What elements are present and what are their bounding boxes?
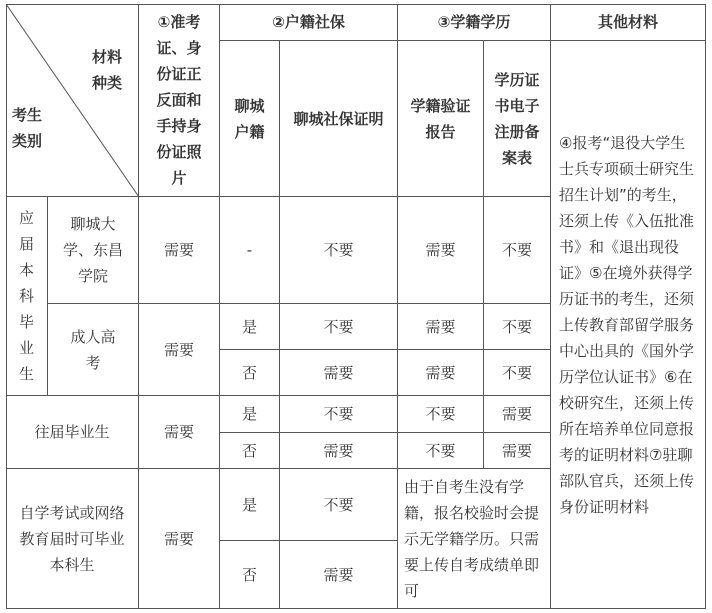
- cell-cr-yes-xueli: 不要: [484, 304, 551, 350]
- cell-wj-yes-huji: 是: [220, 396, 280, 433]
- cell-cr-no-shebao: 需要: [280, 350, 398, 396]
- cell-zk-xueji-note: 由于自考生没有学籍，报名校验时会提示无学籍学历。只需要上传自考成绩单即可: [398, 469, 551, 609]
- cell-wj-yes-xueli: 需要: [484, 396, 551, 433]
- cell-lc-id-photo: 需要: [139, 197, 220, 304]
- cell-cr-no-xueji: 需要: [398, 350, 484, 396]
- cell-lc-xueli: 不要: [484, 197, 551, 304]
- cell-zk-yes-shebao: 不要: [280, 469, 398, 541]
- cell-wj-no-huji: 否: [220, 433, 280, 469]
- cell-wj-no-shebao: 需要: [280, 433, 398, 469]
- row-label-liaocheng-univ: 聊城大学、东昌学院: [48, 197, 139, 304]
- cell-wj-no-xueji: 不要: [398, 433, 484, 469]
- cell-cr-no-huji: 否: [220, 350, 280, 396]
- header-group-huji-shebao: ②户籍社保: [220, 4, 398, 41]
- row-label-previous-graduates: 往届毕业生: [6, 396, 139, 469]
- cell-zk-no-shebao: 需要: [280, 541, 398, 609]
- header-other-materials: 其他材料: [551, 4, 706, 41]
- row-label-self-study: 自学考试或网络教育届时可毕业本科生: [6, 469, 139, 609]
- cell-cr-id-photo: 需要: [139, 304, 220, 396]
- cell-lc-huji: -: [220, 197, 280, 304]
- header-group-xueji-xueli: ③学籍学历: [398, 4, 551, 41]
- header-xueli-registration: 学历证书电子注册备案表: [484, 41, 551, 197]
- cell-cr-yes-huji: 是: [220, 304, 280, 350]
- cell-zk-id-photo: 需要: [139, 469, 220, 609]
- cell-zk-yes-huji: 是: [220, 469, 280, 541]
- corner-label-material: 材料种类: [92, 48, 123, 92]
- header-id-photo: ①准考证、身份证正反面和手持身份证照片: [139, 4, 220, 197]
- cell-wj-yes-xueji: 不要: [398, 396, 484, 433]
- row-label-adult-exam: 成人高考: [48, 304, 139, 396]
- header-xueji-report: 学籍验证报告: [398, 41, 484, 197]
- cell-zk-no-huji: 否: [220, 541, 280, 609]
- cell-wj-id-photo: 需要: [139, 396, 220, 469]
- corner-label-examinee: 考生类别: [12, 106, 43, 150]
- row-group-current-graduates: 应届本科毕业生: [6, 197, 48, 396]
- header-shebao: 聊城社保证明: [280, 41, 398, 197]
- cell-lc-shebao: 不要: [280, 197, 398, 304]
- corner-diagonal-line: [6, 4, 139, 197]
- cell-cr-no-xueli: 不要: [484, 350, 551, 396]
- cell-cr-yes-xueji: 需要: [398, 304, 484, 350]
- cell-wj-no-xueli: 需要: [484, 433, 551, 469]
- other-materials-text: ④报考“退役大学生士兵专项硕士研究生招生计划”的考生，还须上传《入伍批准书》和《退出现役证》⑤在境外获得学历证书的考生，还须上传教育部留学服务中心出具的《国外学历学位认证书》⑥在校研究生，还须上传所在培养单位同意报考的证明材料⑦驻聊部队官兵，还须上传身份证明材料: [551, 41, 706, 609]
- header-huji: 聊城户籍: [220, 41, 280, 197]
- cell-cr-yes-shebao: 不要: [280, 304, 398, 350]
- cell-wj-yes-shebao: 不要: [280, 396, 398, 433]
- cell-lc-xueji: 需要: [398, 197, 484, 304]
